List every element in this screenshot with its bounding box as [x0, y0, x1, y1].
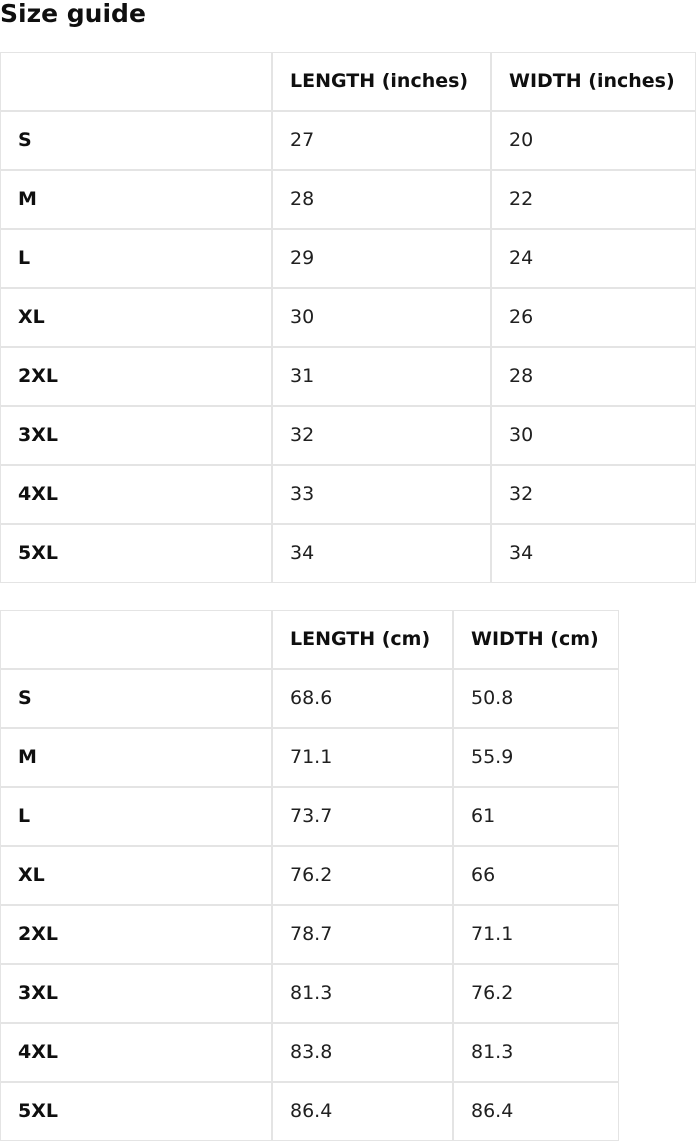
size-label-cell: S [0, 111, 272, 170]
width-value-cell: 26 [491, 288, 696, 347]
width-cm-header-cell: WIDTH (cm) [453, 610, 619, 669]
length-value-cell: 73.7 [272, 787, 453, 846]
empty-header-cell [0, 610, 272, 669]
length-value-cell: 76.2 [272, 846, 453, 905]
size-label-cell: 3XL [0, 964, 272, 1023]
size-label-cell: 3XL [0, 406, 272, 465]
size-label-cell: 5XL [0, 524, 272, 583]
table-row [0, 465, 696, 524]
table-row [0, 905, 619, 964]
table-row [0, 728, 619, 787]
length-inches-header-cell: LENGTH (inches) [272, 52, 491, 111]
size-label-cell: S [0, 669, 272, 728]
width-inches-header-cell: WIDTH (inches) [491, 52, 696, 111]
size-label-cell: M [0, 728, 272, 787]
size-label-cell: M [0, 170, 272, 229]
width-value-cell: 66 [453, 846, 619, 905]
size-label-cell: 5XL [0, 1082, 272, 1141]
table-row [0, 524, 696, 583]
table-row [0, 1023, 619, 1082]
width-value-cell: 76.2 [453, 964, 619, 1023]
width-value-cell: 50.8 [453, 669, 619, 728]
size-label-cell: XL [0, 288, 272, 347]
size-label-cell: 2XL [0, 905, 272, 964]
length-value-cell: 68.6 [272, 669, 453, 728]
width-value-cell: 86.4 [453, 1082, 619, 1141]
width-value-cell: 55.9 [453, 728, 619, 787]
size-label-cell: L [0, 229, 272, 288]
width-value-cell: 22 [491, 170, 696, 229]
length-value-cell: 83.8 [272, 1023, 453, 1082]
table-row [0, 347, 696, 406]
width-value-cell: 20 [491, 111, 696, 170]
table-row [0, 669, 619, 728]
width-value-cell: 28 [491, 347, 696, 406]
size-guide-title: Size guide [0, 0, 146, 28]
table-row [0, 229, 696, 288]
table-row [0, 288, 696, 347]
size-label-cell: 4XL [0, 465, 272, 524]
length-value-cell: 28 [272, 170, 491, 229]
size-label-cell: 4XL [0, 1023, 272, 1082]
table-row [0, 1082, 619, 1141]
size-label-cell: 2XL [0, 347, 272, 406]
header-row [0, 610, 619, 669]
size-label-cell: L [0, 787, 272, 846]
table-row [0, 170, 696, 229]
length-value-cell: 30 [272, 288, 491, 347]
width-value-cell: 61 [453, 787, 619, 846]
length-value-cell: 34 [272, 524, 491, 583]
width-value-cell: 24 [491, 229, 696, 288]
length-value-cell: 33 [272, 465, 491, 524]
length-cm-header-cell: LENGTH (cm) [272, 610, 453, 669]
width-value-cell: 34 [491, 524, 696, 583]
table-row [0, 846, 619, 905]
width-value-cell: 32 [491, 465, 696, 524]
table-row [0, 787, 619, 846]
table-row [0, 964, 619, 1023]
width-value-cell: 81.3 [453, 1023, 619, 1082]
table-row [0, 111, 696, 170]
length-value-cell: 71.1 [272, 728, 453, 787]
length-value-cell: 31 [272, 347, 491, 406]
table-row [0, 406, 696, 465]
width-value-cell: 71.1 [453, 905, 619, 964]
length-value-cell: 29 [272, 229, 491, 288]
empty-header-cell [0, 52, 272, 111]
size-table-cm [0, 610, 619, 1141]
length-value-cell: 86.4 [272, 1082, 453, 1141]
size-label-cell: XL [0, 846, 272, 905]
size-table-inches [0, 52, 696, 583]
width-value-cell: 30 [491, 406, 696, 465]
length-value-cell: 27 [272, 111, 491, 170]
length-value-cell: 81.3 [272, 964, 453, 1023]
length-value-cell: 78.7 [272, 905, 453, 964]
header-row [0, 52, 696, 111]
length-value-cell: 32 [272, 406, 491, 465]
